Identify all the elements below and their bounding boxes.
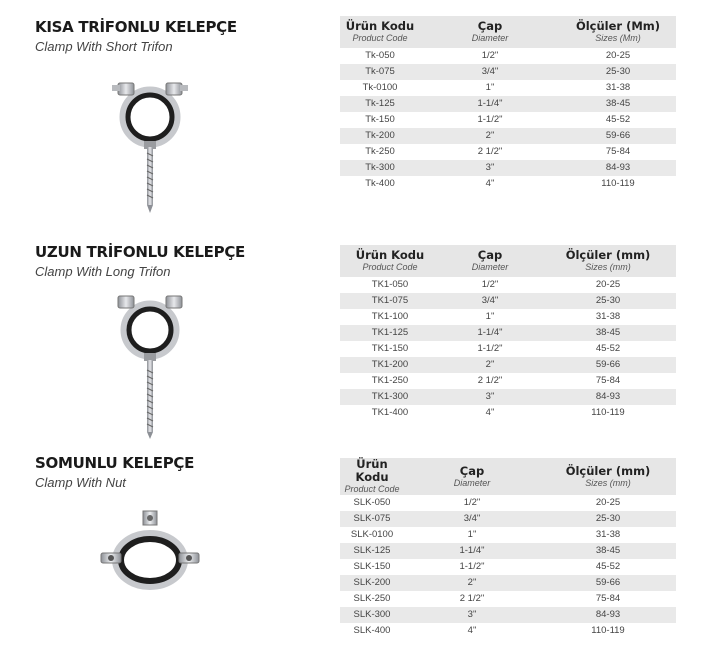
diameter-cell: 3": [440, 389, 540, 405]
col-header-code: Ürün Kodu Product Code: [340, 16, 420, 48]
product-code-cell: SLK-400: [340, 623, 404, 639]
table-body: [340, 48, 676, 192]
diameter-cell: 1-1/2": [404, 559, 540, 575]
diameter-cell: 1/2": [420, 48, 560, 64]
size-cell: 75-84: [560, 144, 676, 160]
diameter-cell: 1/2": [440, 277, 540, 293]
diameter-cell: 4": [420, 176, 560, 192]
table-row: [340, 405, 676, 421]
table-row: [340, 325, 676, 341]
product-code-cell: SLK-125: [340, 543, 404, 559]
size-cell: 25-30: [540, 511, 676, 527]
product-code-cell: Tk-150: [340, 112, 420, 128]
diameter-cell: 1-1/2": [440, 341, 540, 357]
table-row: [340, 607, 676, 623]
table-row: [340, 495, 676, 511]
product-code-cell: Tk-250: [340, 144, 420, 160]
table-row: [340, 96, 676, 112]
table-row: [340, 389, 676, 405]
nut-clamp-section: [0, 440, 721, 648]
size-cell: 45-52: [560, 112, 676, 128]
spec-table: [340, 16, 676, 192]
product-code-cell: SLK-200: [340, 575, 404, 591]
col-header-sizes: Ölçüler (mm) Sizes (mm): [540, 458, 676, 495]
size-cell: 45-52: [540, 341, 676, 357]
table-row: [340, 623, 676, 639]
size-cell: 31-38: [540, 527, 676, 543]
col-header-code: Ürün Kodu Product Code: [340, 458, 404, 495]
size-cell: 25-30: [540, 293, 676, 309]
size-cell: 75-84: [540, 591, 676, 607]
product-code-cell: TK1-100: [340, 309, 440, 325]
product-code-cell: Tk-200: [340, 128, 420, 144]
diameter-cell: 2 1/2": [440, 373, 540, 389]
product-code-cell: Tk-0100: [340, 80, 420, 96]
product-code-cell: SLK-050: [340, 495, 404, 511]
table-row: [340, 357, 676, 373]
table-row: [340, 527, 676, 543]
size-cell: 45-52: [540, 559, 676, 575]
product-code-cell: SLK-075: [340, 511, 404, 527]
diameter-cell: 1-1/4": [420, 96, 560, 112]
diameter-cell: 2 1/2": [420, 144, 560, 160]
diameter-cell: 2": [420, 128, 560, 144]
diameter-cell: 2 1/2": [404, 591, 540, 607]
product-code-cell: SLK-300: [340, 607, 404, 623]
size-cell: 84-93: [540, 389, 676, 405]
size-cell: 31-38: [560, 80, 676, 96]
size-cell: 59-66: [560, 128, 676, 144]
table-row: [340, 112, 676, 128]
product-code-cell: Tk-050: [340, 48, 420, 64]
size-cell: 110-119: [560, 176, 676, 192]
size-cell: 59-66: [540, 575, 676, 591]
section-subtitle: Clamp With Long Trifon: [35, 264, 171, 279]
long-trifon-section: [0, 230, 721, 440]
diameter-cell: 3": [404, 607, 540, 623]
diameter-cell: 3/4": [404, 511, 540, 527]
product-code-cell: TK1-075: [340, 293, 440, 309]
col-header-diameter: Çap Diameter: [420, 16, 560, 48]
col-header-diameter: Çap Diameter: [440, 245, 540, 277]
size-cell: 38-45: [560, 96, 676, 112]
table-row: [340, 160, 676, 176]
size-cell: 20-25: [560, 48, 676, 64]
short-trifon-section: [0, 0, 721, 230]
product-code-cell: Tk-125: [340, 96, 420, 112]
size-cell: 31-38: [540, 309, 676, 325]
product-code-cell: Tk-400: [340, 176, 420, 192]
product-code-cell: SLK-250: [340, 591, 404, 607]
table-row: [340, 309, 676, 325]
table-row: [340, 128, 676, 144]
size-cell: 110-119: [540, 623, 676, 639]
diameter-cell: 1-1/4": [404, 543, 540, 559]
diameter-cell: 2": [404, 575, 540, 591]
nut-clamp-icon: [95, 505, 205, 605]
section-subtitle: Clamp With Nut: [35, 475, 126, 490]
diameter-cell: 4": [440, 405, 540, 421]
short-trifon-clamp-icon: [100, 75, 200, 215]
diameter-cell: 3/4": [440, 293, 540, 309]
spec-table: [340, 458, 676, 639]
product-code-cell: TK1-400: [340, 405, 440, 421]
product-code-cell: TK1-125: [340, 325, 440, 341]
size-cell: 20-25: [540, 277, 676, 293]
col-header-sizes: Ölçüler (Mm) Sizes (Mm): [560, 16, 676, 48]
product-code-cell: TK1-050: [340, 277, 440, 293]
table-row: [340, 293, 676, 309]
diameter-cell: 1": [420, 80, 560, 96]
table-row: [340, 144, 676, 160]
size-cell: 20-25: [540, 495, 676, 511]
product-code-cell: SLK-150: [340, 559, 404, 575]
col-header-diameter: Çap Diameter: [404, 458, 540, 495]
table-row: [340, 64, 676, 80]
diameter-cell: 1-1/4": [440, 325, 540, 341]
diameter-cell: 1": [440, 309, 540, 325]
size-cell: 84-93: [560, 160, 676, 176]
table-row: [340, 575, 676, 591]
diameter-cell: 2": [440, 357, 540, 373]
spec-table: [340, 245, 676, 421]
product-code-cell: TK1-150: [340, 341, 440, 357]
size-cell: 84-93: [540, 607, 676, 623]
product-code-cell: TK1-300: [340, 389, 440, 405]
table-row: [340, 591, 676, 607]
table-row: [340, 559, 676, 575]
table-body: [340, 495, 676, 639]
section-title: KISA TRİFONLU KELEPÇE: [35, 18, 237, 36]
col-header-sizes: Ölçüler (mm) Sizes (mm): [540, 245, 676, 277]
size-cell: 38-45: [540, 325, 676, 341]
table-row: [340, 176, 676, 192]
table-row: [340, 80, 676, 96]
size-cell: 59-66: [540, 357, 676, 373]
diameter-cell: 3": [420, 160, 560, 176]
size-cell: 38-45: [540, 543, 676, 559]
product-code-cell: TK1-250: [340, 373, 440, 389]
table-row: [340, 543, 676, 559]
diameter-cell: 1/2": [404, 495, 540, 511]
table-row: [340, 277, 676, 293]
diameter-cell: 1-1/2": [420, 112, 560, 128]
table-row: [340, 48, 676, 64]
diameter-cell: 3/4": [420, 64, 560, 80]
table-body: [340, 277, 676, 421]
size-cell: 75-84: [540, 373, 676, 389]
size-cell: 25-30: [560, 64, 676, 80]
product-code-cell: TK1-200: [340, 357, 440, 373]
diameter-cell: 1": [404, 527, 540, 543]
long-trifon-clamp-icon: [100, 290, 200, 440]
table-row: [340, 341, 676, 357]
product-code-cell: Tk-075: [340, 64, 420, 80]
section-subtitle: Clamp With Short Trifon: [35, 39, 173, 54]
product-code-cell: Tk-300: [340, 160, 420, 176]
diameter-cell: 4": [404, 623, 540, 639]
product-code-cell: SLK-0100: [340, 527, 404, 543]
table-row: [340, 373, 676, 389]
section-title: UZUN TRİFONLU KELEPÇE: [35, 243, 245, 261]
section-title: SOMUNLU KELEPÇE: [35, 454, 195, 472]
table-row: [340, 511, 676, 527]
col-header-code: Ürün Kodu Product Code: [340, 245, 440, 277]
size-cell: 110-119: [540, 405, 676, 421]
